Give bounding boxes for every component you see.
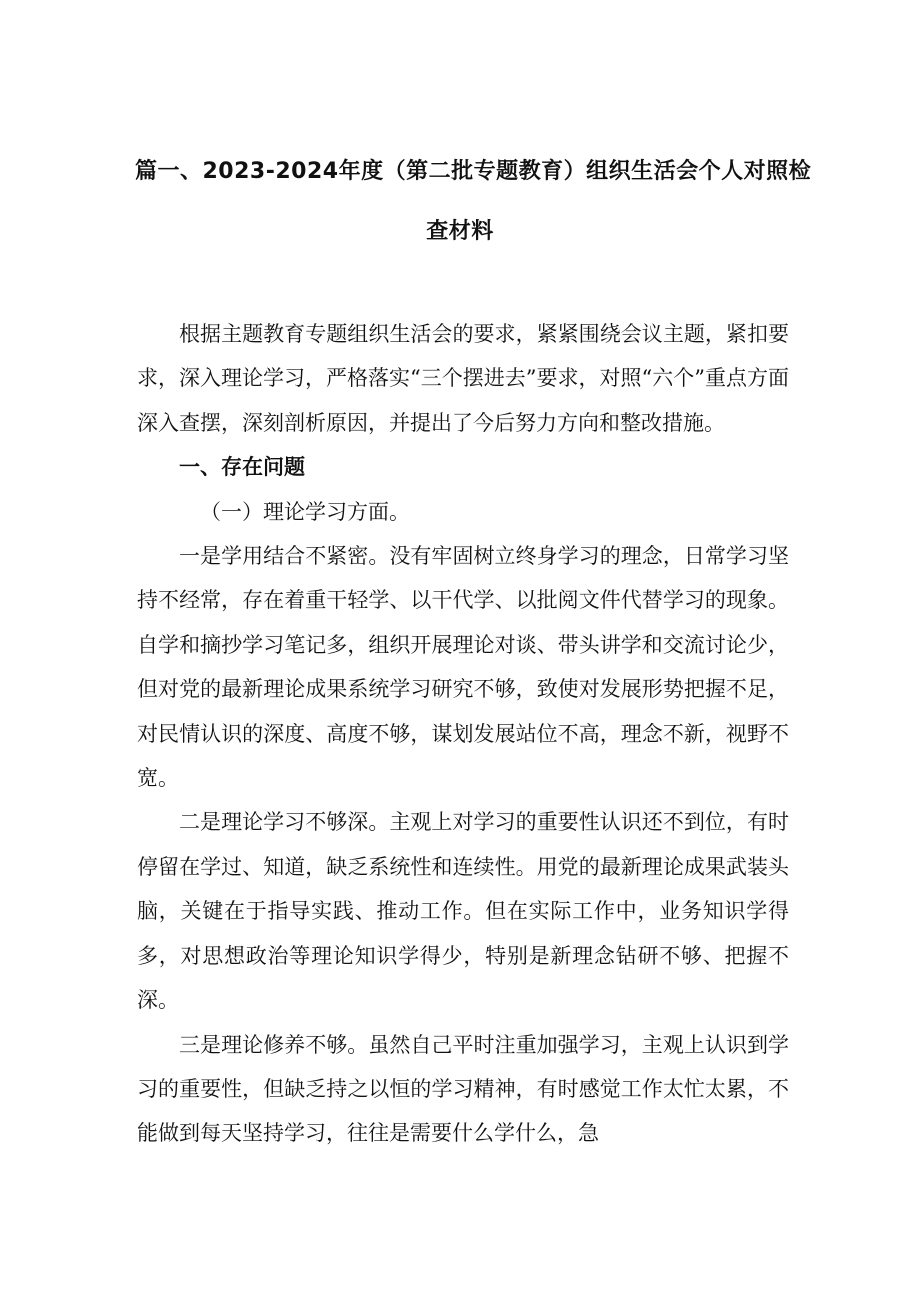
document-body	[137, 312, 789, 1156]
document-title-line-2: 查材料	[426, 219, 494, 244]
body-paragraph: 三是理论修养不够。虽然自己平时注重加强学习，主观上认识到学习的重要性，但缺乏持之以恒的学习精神，有时感觉工作太忙太累，不能做到每天坚持学习，往往是需要什么学什么，急	[137, 1032, 789, 1146]
subsection-heading: （一）理论学习方面。	[200, 499, 410, 524]
body-paragraph: 二是理论学习不够深。主观上对学习的重要性认识还不到位，有时停留在学过、知道，缺乏系统性和连续性。用党的最新理论成果武装头脑，关键在于指导实践、推动工作。但在实际工作中，业务知识学得多，对思想政治等理论知识学得少，特别是新理念钻研不够、把握不深。	[137, 810, 789, 1013]
body-paragraph: 一是学用结合不紧密。没有牢固树立终身学习的理念，日常学习坚持不经常，存在着重干轻学、以干代学、以批阅文件代替学习的现象。自学和摘抄学习笔记多，组织开展理论对谈、带头讲学和交流讨论少，但对党的最新理论成果系统学习研究不够，致使对发展形势把握不足，对民情认识的深度、高度不够，谋划发展站位不高，理念不新，视野不宽。	[137, 544, 789, 791]
section-heading: 一、存在问题	[179, 455, 305, 480]
document-title-line-1: 篇一、2023-2024年度（第二批专题教育）组织生活会个人对照检	[135, 159, 812, 184]
intro-paragraph: 根据主题教育专题组织生活会的要求，紧紧围绕会议主题，紧扣要求，深入理论学习，严格落实“三个摆进去”要求，对照“六个”重点方面深入查摆，深刻剖析原因，并提出了今后努力方向和整改措施。	[137, 322, 789, 435]
